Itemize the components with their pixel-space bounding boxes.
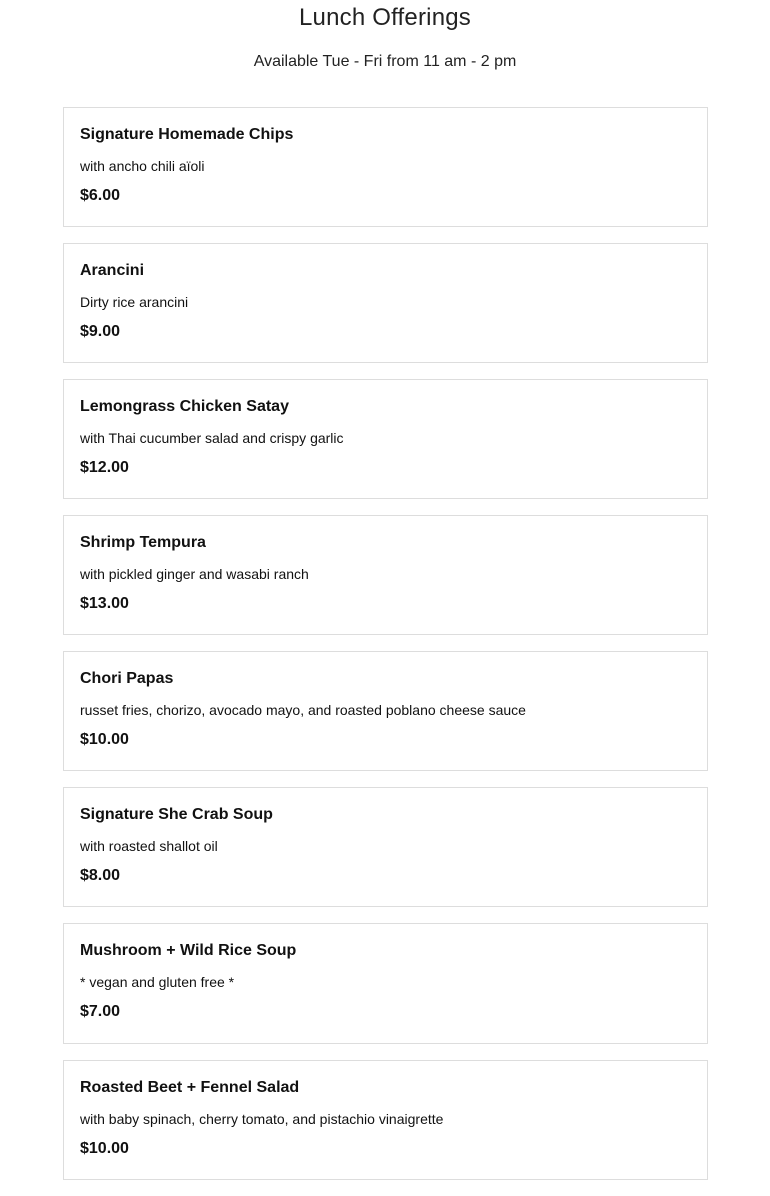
item-name: Shrimp Tempura [80, 534, 206, 551]
item-description: russet fries, chorizo, avocado mayo, and roasted poblano cheese sauce [80, 702, 526, 718]
item-description: Dirty rice arancini [80, 294, 189, 310]
menu-item [63, 787, 708, 907]
item-name: Signature Homemade Chips [80, 126, 294, 143]
item-description: with Thai cucumber salad and crispy garlic [80, 430, 344, 446]
item-price: $7.00 [80, 1003, 121, 1020]
menu-item [63, 1060, 708, 1180]
menu-item [63, 923, 708, 1044]
item-description: with ancho chili aïoli [80, 158, 205, 174]
item-name: Lemongrass Chicken Satay [80, 398, 289, 415]
item-name: Arancini [80, 262, 145, 279]
page-title: Lunch Offerings [299, 4, 471, 31]
availability-subtitle: Available Tue - Fri from 11 am - 2 pm [253, 53, 517, 70]
menu-item [63, 651, 708, 771]
menu-item [63, 379, 708, 499]
item-name: Mushroom + Wild Rice Soup [80, 942, 297, 959]
menu-item [63, 515, 708, 635]
item-price: $10.00 [80, 731, 129, 748]
item-price: $12.00 [80, 459, 129, 476]
item-price: $10.00 [80, 1140, 129, 1157]
item-description: with roasted shallot oil [80, 838, 218, 854]
item-description: with pickled ginger and wasabi ranch [80, 566, 309, 582]
item-price: $6.00 [80, 187, 121, 204]
menu-list [63, 107, 708, 1196]
item-name: Signature She Crab Soup [80, 806, 273, 823]
item-name: Roasted Beet + Fennel Salad [80, 1079, 300, 1096]
menu-item [63, 107, 708, 227]
item-name: Chori Papas [80, 670, 174, 687]
item-price: $9.00 [80, 323, 121, 340]
item-price: $8.00 [80, 867, 121, 884]
item-description: with baby spinach, cherry tomato, and pistachio vinaigrette [80, 1111, 444, 1127]
menu-item [63, 243, 708, 363]
item-price: $13.00 [80, 595, 129, 612]
item-description: * vegan and gluten free * [80, 974, 235, 990]
